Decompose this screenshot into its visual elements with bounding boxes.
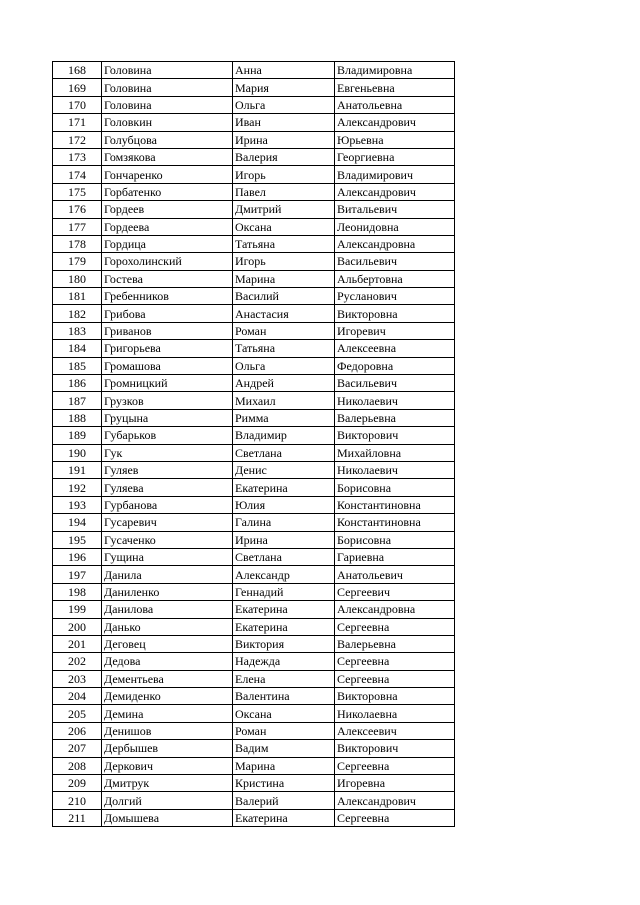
last-name-cell: Гук (102, 444, 233, 461)
table-row (53, 270, 455, 287)
patronymic-cell: Анатольевна (335, 96, 455, 113)
patronymic-cell: Леонидовна (335, 218, 455, 235)
row-number-cell: 196 (53, 548, 102, 565)
last-name-cell: Данилова (102, 601, 233, 618)
last-name-cell: Григорьева (102, 340, 233, 357)
first-name-cell: Марина (233, 757, 335, 774)
patronymic-cell: Викторович (335, 740, 455, 757)
last-name-cell: Гриванов (102, 322, 233, 339)
table-row (53, 357, 455, 374)
roster-table (52, 61, 455, 827)
first-name-cell: Валерий (233, 792, 335, 809)
row-number-cell: 207 (53, 740, 102, 757)
patronymic-cell: Владимировна (335, 62, 455, 79)
table-row (53, 114, 455, 131)
row-number-cell: 209 (53, 775, 102, 792)
row-number-cell: 176 (53, 201, 102, 218)
patronymic-cell: Александрович (335, 183, 455, 200)
row-number-cell: 186 (53, 375, 102, 392)
patronymic-cell: Валерьевна (335, 409, 455, 426)
row-number-cell: 194 (53, 514, 102, 531)
first-name-cell: Андрей (233, 375, 335, 392)
last-name-cell: Гуляев (102, 461, 233, 478)
last-name-cell: Громашова (102, 357, 233, 374)
last-name-cell: Гостева (102, 270, 233, 287)
first-name-cell: Роман (233, 722, 335, 739)
row-number-cell: 201 (53, 635, 102, 652)
table-row (53, 288, 455, 305)
table-row (53, 601, 455, 618)
table-row (53, 757, 455, 774)
table-row (53, 688, 455, 705)
patronymic-cell: Александрович (335, 114, 455, 131)
last-name-cell: Гордеева (102, 218, 233, 235)
first-name-cell: Виктория (233, 635, 335, 652)
first-name-cell: Татьяна (233, 235, 335, 252)
table-row (53, 705, 455, 722)
first-name-cell: Ольга (233, 357, 335, 374)
row-number-cell: 171 (53, 114, 102, 131)
patronymic-cell: Николаевна (335, 705, 455, 722)
first-name-cell: Ольга (233, 96, 335, 113)
table-row (53, 166, 455, 183)
patronymic-cell: Русланович (335, 288, 455, 305)
row-number-cell: 180 (53, 270, 102, 287)
patronymic-cell: Анатольевич (335, 566, 455, 583)
patronymic-cell: Альбертовна (335, 270, 455, 287)
table-row (53, 514, 455, 531)
last-name-cell: Гомзякова (102, 148, 233, 165)
first-name-cell: Игорь (233, 253, 335, 270)
last-name-cell: Гуляева (102, 479, 233, 496)
first-name-cell: Валентина (233, 688, 335, 705)
first-name-cell: Елена (233, 670, 335, 687)
row-number-cell: 188 (53, 409, 102, 426)
row-number-cell: 195 (53, 531, 102, 548)
last-name-cell: Горбатенко (102, 183, 233, 200)
last-name-cell: Грузков (102, 392, 233, 409)
table-row (53, 305, 455, 322)
row-number-cell: 197 (53, 566, 102, 583)
last-name-cell: Денишов (102, 722, 233, 739)
last-name-cell: Горохолинский (102, 253, 233, 270)
patronymic-cell: Игоревна (335, 775, 455, 792)
first-name-cell: Роман (233, 322, 335, 339)
first-name-cell: Михаил (233, 392, 335, 409)
patronymic-cell: Васильевич (335, 253, 455, 270)
row-number-cell: 179 (53, 253, 102, 270)
first-name-cell: Мария (233, 79, 335, 96)
table-row (53, 740, 455, 757)
row-number-cell: 198 (53, 583, 102, 600)
first-name-cell: Оксана (233, 218, 335, 235)
last-name-cell: Долгий (102, 792, 233, 809)
first-name-cell: Надежда (233, 653, 335, 670)
last-name-cell: Домышева (102, 809, 233, 826)
first-name-cell: Анастасия (233, 305, 335, 322)
first-name-cell: Александр (233, 566, 335, 583)
table-row (53, 427, 455, 444)
last-name-cell: Головина (102, 96, 233, 113)
table-row (53, 775, 455, 792)
table-row (53, 392, 455, 409)
first-name-cell: Василий (233, 288, 335, 305)
first-name-cell: Анна (233, 62, 335, 79)
last-name-cell: Демина (102, 705, 233, 722)
table-row (53, 792, 455, 809)
row-number-cell: 187 (53, 392, 102, 409)
patronymic-cell: Георгиевна (335, 148, 455, 165)
last-name-cell: Головкин (102, 114, 233, 131)
first-name-cell: Ирина (233, 131, 335, 148)
first-name-cell: Юлия (233, 496, 335, 513)
last-name-cell: Демиденко (102, 688, 233, 705)
patronymic-cell: Викторович (335, 427, 455, 444)
patronymic-cell: Юрьевна (335, 131, 455, 148)
table-row (53, 653, 455, 670)
table-row (53, 531, 455, 548)
last-name-cell: Дербышев (102, 740, 233, 757)
first-name-cell: Игорь (233, 166, 335, 183)
patronymic-cell: Сергеевна (335, 618, 455, 635)
last-name-cell: Данила (102, 566, 233, 583)
row-number-cell: 184 (53, 340, 102, 357)
last-name-cell: Даниленко (102, 583, 233, 600)
patronymic-cell: Сергеевна (335, 670, 455, 687)
table-row (53, 670, 455, 687)
first-name-cell: Дмитрий (233, 201, 335, 218)
patronymic-cell: Владимирович (335, 166, 455, 183)
row-number-cell: 200 (53, 618, 102, 635)
row-number-cell: 211 (53, 809, 102, 826)
first-name-cell: Геннадий (233, 583, 335, 600)
first-name-cell: Вадим (233, 740, 335, 757)
patronymic-cell: Константиновна (335, 496, 455, 513)
row-number-cell: 183 (53, 322, 102, 339)
first-name-cell: Светлана (233, 548, 335, 565)
last-name-cell: Данько (102, 618, 233, 635)
row-number-cell: 193 (53, 496, 102, 513)
last-name-cell: Голубцова (102, 131, 233, 148)
last-name-cell: Гурбанова (102, 496, 233, 513)
first-name-cell: Денис (233, 461, 335, 478)
patronymic-cell: Александровна (335, 601, 455, 618)
patronymic-cell: Федоровна (335, 357, 455, 374)
row-number-cell: 181 (53, 288, 102, 305)
table-row (53, 809, 455, 826)
row-number-cell: 210 (53, 792, 102, 809)
last-name-cell: Дементьева (102, 670, 233, 687)
patronymic-cell: Николаевич (335, 461, 455, 478)
table-row (53, 235, 455, 252)
table-row (53, 148, 455, 165)
last-name-cell: Деговец (102, 635, 233, 652)
row-number-cell: 205 (53, 705, 102, 722)
table-row (53, 461, 455, 478)
last-name-cell: Гусаревич (102, 514, 233, 531)
patronymic-cell: Алексеевич (335, 722, 455, 739)
last-name-cell: Головина (102, 62, 233, 79)
table-row (53, 635, 455, 652)
patronymic-cell: Александровна (335, 235, 455, 252)
patronymic-cell: Гариевна (335, 548, 455, 565)
first-name-cell: Галина (233, 514, 335, 531)
first-name-cell: Светлана (233, 444, 335, 461)
first-name-cell: Екатерина (233, 479, 335, 496)
last-name-cell: Дмитрук (102, 775, 233, 792)
row-number-cell: 173 (53, 148, 102, 165)
patronymic-cell: Игоревич (335, 322, 455, 339)
patronymic-cell: Сергеевна (335, 653, 455, 670)
first-name-cell: Кристина (233, 775, 335, 792)
table-row (53, 496, 455, 513)
last-name-cell: Головина (102, 79, 233, 96)
first-name-cell: Валерия (233, 148, 335, 165)
table-row (53, 183, 455, 200)
patronymic-cell: Викторовна (335, 688, 455, 705)
first-name-cell: Владимир (233, 427, 335, 444)
last-name-cell: Гребенников (102, 288, 233, 305)
table-row (53, 253, 455, 270)
patronymic-cell: Валерьевна (335, 635, 455, 652)
last-name-cell: Гусаченко (102, 531, 233, 548)
patronymic-cell: Алексеевна (335, 340, 455, 357)
row-number-cell: 192 (53, 479, 102, 496)
table-row (53, 131, 455, 148)
last-name-cell: Громницкий (102, 375, 233, 392)
first-name-cell: Ирина (233, 531, 335, 548)
last-name-cell: Гущина (102, 548, 233, 565)
first-name-cell: Павел (233, 183, 335, 200)
patronymic-cell: Евгеньевна (335, 79, 455, 96)
roster-body (53, 62, 455, 827)
table-row (53, 96, 455, 113)
last-name-cell: Гордица (102, 235, 233, 252)
table-row (53, 479, 455, 496)
table-row (53, 618, 455, 635)
last-name-cell: Груцына (102, 409, 233, 426)
first-name-cell: Татьяна (233, 340, 335, 357)
patronymic-cell: Михайловна (335, 444, 455, 461)
first-name-cell: Екатерина (233, 809, 335, 826)
last-name-cell: Деркович (102, 757, 233, 774)
row-number-cell: 185 (53, 357, 102, 374)
first-name-cell: Екатерина (233, 618, 335, 635)
row-number-cell: 175 (53, 183, 102, 200)
row-number-cell: 168 (53, 62, 102, 79)
first-name-cell: Иван (233, 114, 335, 131)
row-number-cell: 202 (53, 653, 102, 670)
patronymic-cell: Сергеевич (335, 583, 455, 600)
row-number-cell: 174 (53, 166, 102, 183)
patronymic-cell: Витальевич (335, 201, 455, 218)
row-number-cell: 169 (53, 79, 102, 96)
table-row (53, 79, 455, 96)
patronymic-cell: Николаевич (335, 392, 455, 409)
table-row (53, 375, 455, 392)
row-number-cell: 178 (53, 235, 102, 252)
table-row (53, 444, 455, 461)
patronymic-cell: Васильевич (335, 375, 455, 392)
patronymic-cell: Константиновна (335, 514, 455, 531)
patronymic-cell: Сергеевна (335, 757, 455, 774)
last-name-cell: Грибова (102, 305, 233, 322)
row-number-cell: 208 (53, 757, 102, 774)
patronymic-cell: Борисовна (335, 531, 455, 548)
row-number-cell: 170 (53, 96, 102, 113)
last-name-cell: Гордеев (102, 201, 233, 218)
row-number-cell: 191 (53, 461, 102, 478)
last-name-cell: Дедова (102, 653, 233, 670)
table-row (53, 201, 455, 218)
row-number-cell: 172 (53, 131, 102, 148)
row-number-cell: 182 (53, 305, 102, 322)
row-number-cell: 177 (53, 218, 102, 235)
patronymic-cell: Александрович (335, 792, 455, 809)
last-name-cell: Гончаренко (102, 166, 233, 183)
first-name-cell: Римма (233, 409, 335, 426)
table-row (53, 409, 455, 426)
row-number-cell: 189 (53, 427, 102, 444)
patronymic-cell: Викторовна (335, 305, 455, 322)
patronymic-cell: Сергеевна (335, 809, 455, 826)
row-number-cell: 206 (53, 722, 102, 739)
table-row (53, 548, 455, 565)
first-name-cell: Марина (233, 270, 335, 287)
first-name-cell: Оксана (233, 705, 335, 722)
row-number-cell: 199 (53, 601, 102, 618)
table-row (53, 722, 455, 739)
table-row (53, 583, 455, 600)
table-row (53, 566, 455, 583)
patronymic-cell: Борисовна (335, 479, 455, 496)
table-row (53, 62, 455, 79)
table-row (53, 322, 455, 339)
row-number-cell: 203 (53, 670, 102, 687)
last-name-cell: Губарьков (102, 427, 233, 444)
row-number-cell: 190 (53, 444, 102, 461)
row-number-cell: 204 (53, 688, 102, 705)
table-row (53, 218, 455, 235)
table-row (53, 340, 455, 357)
first-name-cell: Екатерина (233, 601, 335, 618)
